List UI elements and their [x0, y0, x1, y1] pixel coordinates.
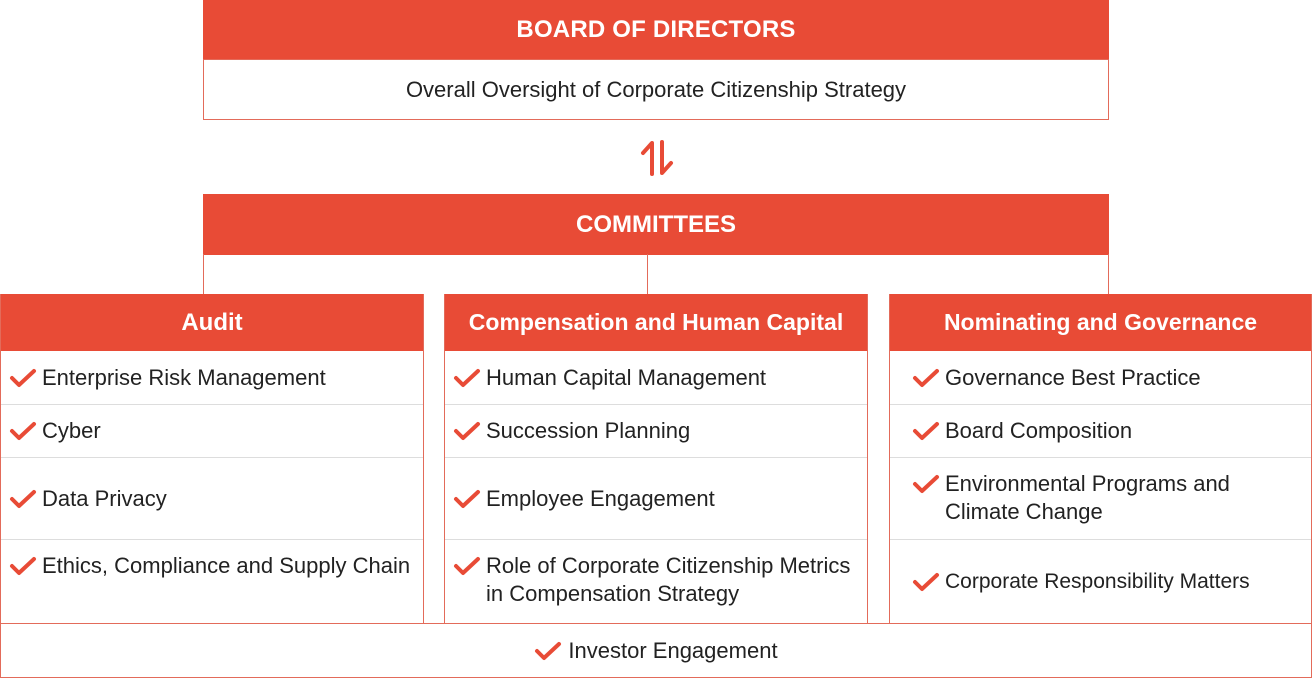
committee-header-audit: Audit — [1, 294, 423, 351]
up-down-arrows-icon — [638, 140, 676, 176]
list-item — [890, 351, 1311, 405]
list-item-label: Cyber — [42, 418, 101, 443]
committee-header-nominating: Nominating and Governance — [890, 294, 1311, 351]
checkmark-icon — [534, 641, 562, 661]
checkmark-icon — [9, 489, 37, 509]
investor-engagement-label: Investor Engagement — [568, 637, 778, 663]
list-item — [1, 405, 423, 458]
checkmark-icon — [453, 556, 481, 576]
connector-line-left — [203, 254, 204, 295]
committee-column-compensation — [444, 294, 868, 624]
investor-engagement-row — [0, 623, 1312, 678]
list-item-label: Enterprise Risk Management — [42, 364, 326, 390]
list-item-label: Succession Planning — [486, 418, 691, 443]
checkmark-icon — [9, 421, 37, 441]
list-item-label: Role of Corporate Citizenship Metrics in Compensation Strategy — [486, 553, 851, 606]
board-of-directors-header: BOARD OF DIRECTORS — [203, 0, 1109, 60]
connector-line-right — [1108, 254, 1109, 295]
list-item — [1, 351, 423, 405]
checkmark-icon — [453, 489, 481, 509]
board-oversight-text: Overall Oversight of Corporate Citizenship Strategy — [405, 76, 907, 102]
list-item — [1, 458, 423, 540]
checkmark-icon — [912, 368, 940, 388]
committee-header-compensation: Compensation and Human Capital — [445, 294, 867, 351]
checkmark-icon — [912, 474, 940, 494]
list-item — [890, 458, 1311, 540]
list-item — [445, 458, 867, 540]
list-item — [445, 405, 867, 458]
checkmark-icon — [9, 556, 37, 576]
list-item — [890, 405, 1311, 458]
list-item-label: Employee Engagement — [486, 485, 715, 511]
list-item — [1, 540, 423, 624]
connector-line-middle — [647, 254, 648, 295]
list-item — [445, 351, 867, 405]
list-item-label: Board Composition — [945, 418, 1133, 443]
list-item-label: Data Privacy — [42, 485, 167, 511]
committees-header: COMMITTEES — [203, 194, 1109, 255]
checkmark-icon — [912, 421, 940, 441]
list-item-label: Environmental Programs and Climate Change — [945, 471, 1230, 524]
checkmark-icon — [912, 572, 940, 592]
committee-column-audit — [0, 294, 424, 624]
checkmark-icon — [9, 368, 37, 388]
list-item-label: Corporate Responsibility Matters — [945, 570, 1250, 593]
list-item-label: Ethics, Compliance and Supply Chain — [42, 553, 411, 578]
board-oversight-box — [203, 59, 1109, 120]
list-item — [890, 540, 1311, 624]
committee-column-nominating — [889, 294, 1312, 624]
checkmark-icon — [453, 368, 481, 388]
list-item-label: Governance Best Practice — [945, 364, 1201, 390]
list-item-label: Human Capital Management — [486, 364, 767, 390]
checkmark-icon — [453, 421, 481, 441]
list-item — [445, 540, 867, 624]
